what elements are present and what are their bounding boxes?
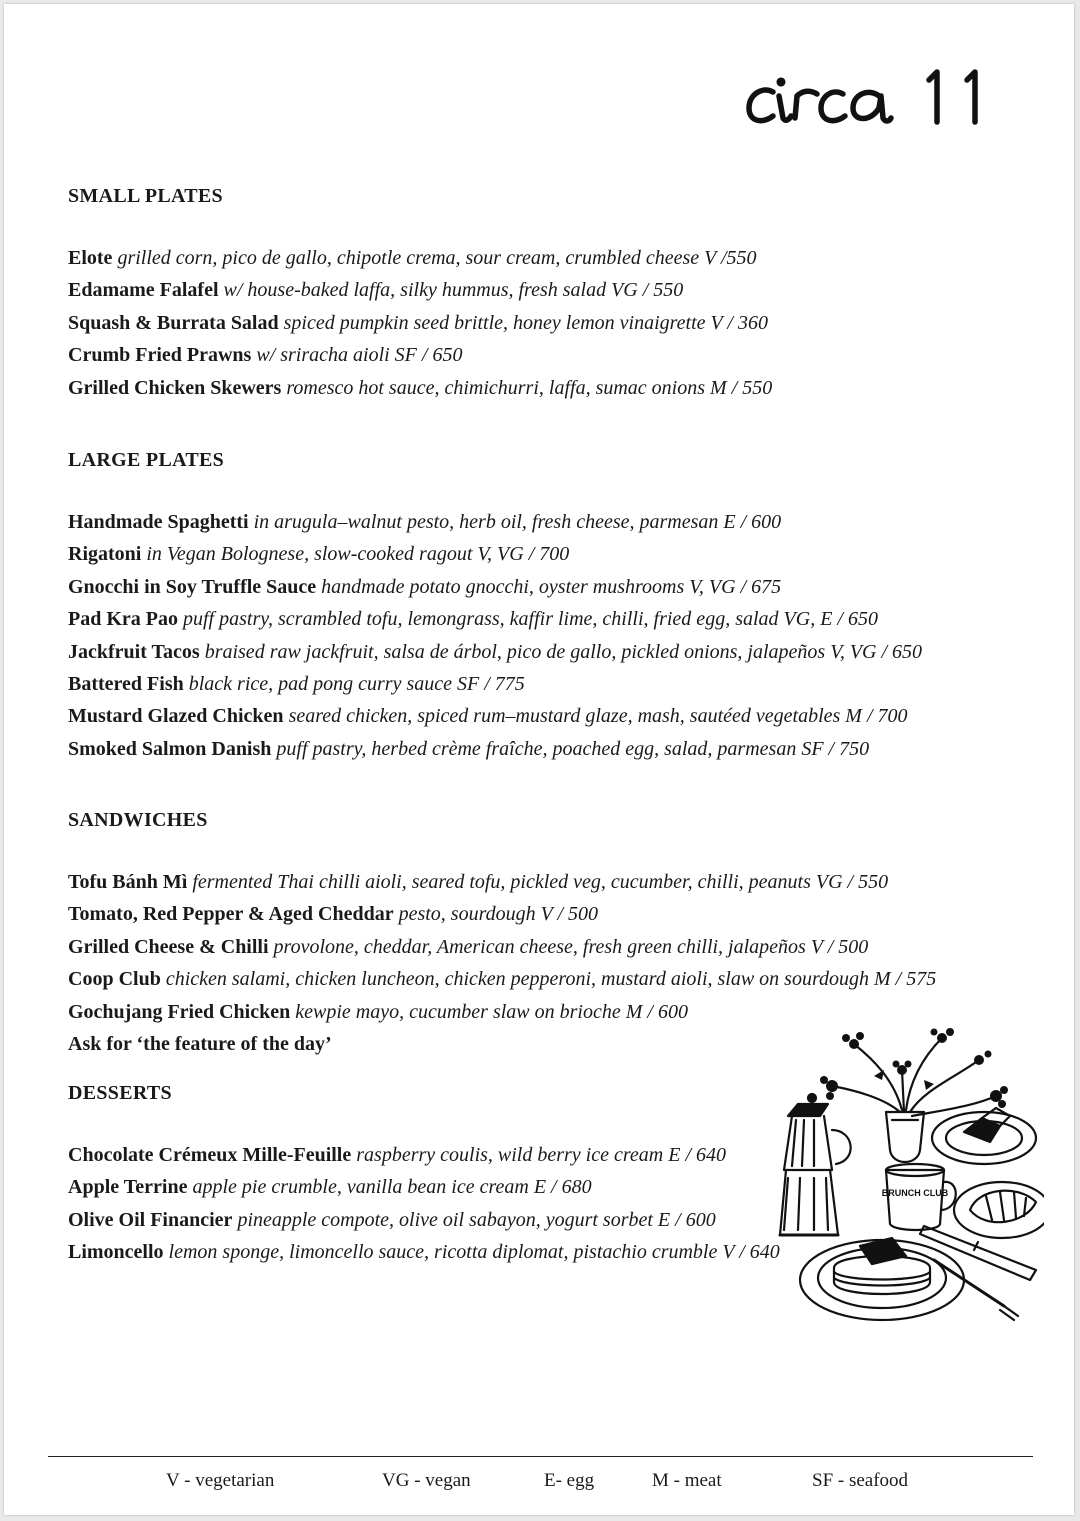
item-name: Olive Oil Financier <box>68 1208 233 1231</box>
item-name: Edamame Falafel <box>68 279 219 302</box>
menu-item <box>68 339 1028 371</box>
menu-item <box>68 242 1028 274</box>
menu-item <box>68 636 1028 668</box>
item-name: Gochujang Fried Chicken <box>68 1000 291 1023</box>
circa-11-logo <box>739 46 1019 146</box>
legend-divider <box>48 1456 1033 1457</box>
legend-vegetarian: V - vegetarian <box>166 1470 275 1491</box>
item-description: lemon sponge, limoncello sauce, ricotta diplomat, pistachio crumble V / 640 <box>168 1241 780 1264</box>
item-name: Coop Club <box>68 968 161 991</box>
item-name: Elote <box>68 247 113 269</box>
item-description: spiced pumpkin seed brittle, honey lemon vinaigrette V / 360 <box>283 311 768 334</box>
item-name: Pad Kra Pao <box>68 608 178 631</box>
item-description: pineapple compote, olive oil sabayon, yogurt sorbet E / 600 <box>237 1208 716 1231</box>
menu-item <box>68 866 1028 898</box>
item-name: Battered Fish <box>68 673 184 696</box>
item-description: black rice, pad pong curry sauce SF / 775 <box>188 673 525 696</box>
item-name: Jackfruit Tacos <box>68 640 200 663</box>
item-name: Chocolate Crémeux Mille-Feuille <box>68 1144 352 1166</box>
item-description: w/ sriracha aioli SF / 650 <box>256 344 463 367</box>
menu-item <box>68 733 1028 765</box>
section-title: SMALL PLATES <box>68 185 223 207</box>
section-title: LARGE PLATES <box>68 449 225 471</box>
item-name: Crumb Fried Prawns <box>68 344 252 367</box>
brunch-illustration <box>774 1020 1044 1325</box>
menu-page <box>4 4 1074 1515</box>
item-name: Grilled Cheese & Chilli <box>68 935 269 958</box>
menu-item <box>68 700 1028 732</box>
item-description: romesco hot sauce, chimichurri, laffa, sumac onions M / 550 <box>286 376 773 399</box>
item-description: w/ house-baked laffa, silky hummus, fresh salad VG / 550 <box>223 279 684 302</box>
menu-item <box>68 307 1028 339</box>
legend-egg: E- egg <box>544 1470 595 1491</box>
section-small-plates <box>68 184 1028 404</box>
item-description: fermented Thai chilli aioli, seared tofu, pickled veg, cucumber, chilli, peanuts VG / 550 <box>192 871 889 893</box>
menu-item <box>68 538 1028 570</box>
svg-text:BRUNCH CLUB: BRUNCH CLUB <box>881 1188 949 1198</box>
legend-vegan: VG - vegan <box>382 1470 471 1491</box>
item-name: Mustard Glazed Chicken <box>68 705 284 728</box>
item-name: Apple Terrine <box>68 1176 188 1199</box>
section-title: SANDWICHES <box>68 809 208 831</box>
item-name: Grilled Chicken Skewers <box>68 376 282 399</box>
item-description: provolone, cheddar, American cheese, fresh green chilli, jalapeños V / 500 <box>273 935 869 958</box>
item-description: pesto, sourdough V / 500 <box>398 903 599 926</box>
feature-of-the-day-note: Ask for ‘the feature of the day’ <box>68 1033 332 1056</box>
item-name: Gnocchi in Soy Truffle Sauce <box>68 575 317 598</box>
item-name: Rigatoni <box>68 543 142 566</box>
menu-item <box>68 372 1028 404</box>
section-title: DESSERTS <box>68 1082 172 1104</box>
legend-seafood: SF - seafood <box>812 1470 909 1491</box>
item-description: handmade potato gnocchi, oyster mushrooms V, VG / 675 <box>321 575 782 598</box>
menu-item <box>68 274 1028 306</box>
item-name: Smoked Salmon Danish <box>68 737 272 760</box>
item-description: kewpie mayo, cucumber slaw on brioche M / 600 <box>295 1000 688 1023</box>
item-name: Squash & Burrata Salad <box>68 311 279 334</box>
item-description: grilled corn, pico de gallo, chipotle crema, sour cream, crumbled cheese V /550 <box>117 247 757 269</box>
menu-item <box>68 603 1028 635</box>
item-description: seared chicken, spiced rum–mustard glaze, mash, sautéed vegetables M / 700 <box>288 705 908 728</box>
menu-item <box>68 571 1028 603</box>
item-description: chicken salami, chicken luncheon, chicken pepperoni, mustard aioli, slaw on sourdough M / 575 <box>165 968 937 991</box>
menu-item <box>68 506 1028 538</box>
item-description: puff pastry, scrambled tofu, lemongrass, kaffir lime, chilli, fried egg, salad VG, E / 650 <box>183 608 878 631</box>
item-name: Tomato, Red Pepper & Aged Cheddar <box>68 903 394 926</box>
item-name: Limoncello <box>68 1241 164 1264</box>
item-description: in Vegan Bolognese, slow-cooked ragout V, VG / 700 <box>146 543 570 566</box>
item-description: in arugula–walnut pesto, herb oil, fresh cheese, parmesan E / 600 <box>253 511 782 533</box>
legend-meat: M - meat <box>652 1470 722 1491</box>
item-description: apple pie crumble, vanilla bean ice cream E / 680 <box>192 1176 592 1199</box>
menu-item <box>68 668 1028 700</box>
menu-item <box>68 931 1028 963</box>
item-description: raspberry coulis, wild berry ice cream E / 640 <box>356 1144 727 1166</box>
item-description: braised raw jackfruit, salsa de árbol, pico de gallo, pickled onions, jalapeños V, VG / 650 <box>204 640 923 663</box>
item-description: puff pastry, herbed crème fraîche, poached egg, salad, parmesan SF / 750 <box>276 737 870 760</box>
menu-item <box>68 898 1028 930</box>
item-name: Tofu Bánh Mì <box>68 871 188 893</box>
section-large-plates <box>68 448 1028 765</box>
item-name: Handmade Spaghetti <box>68 511 249 533</box>
menu-item <box>68 963 1028 995</box>
